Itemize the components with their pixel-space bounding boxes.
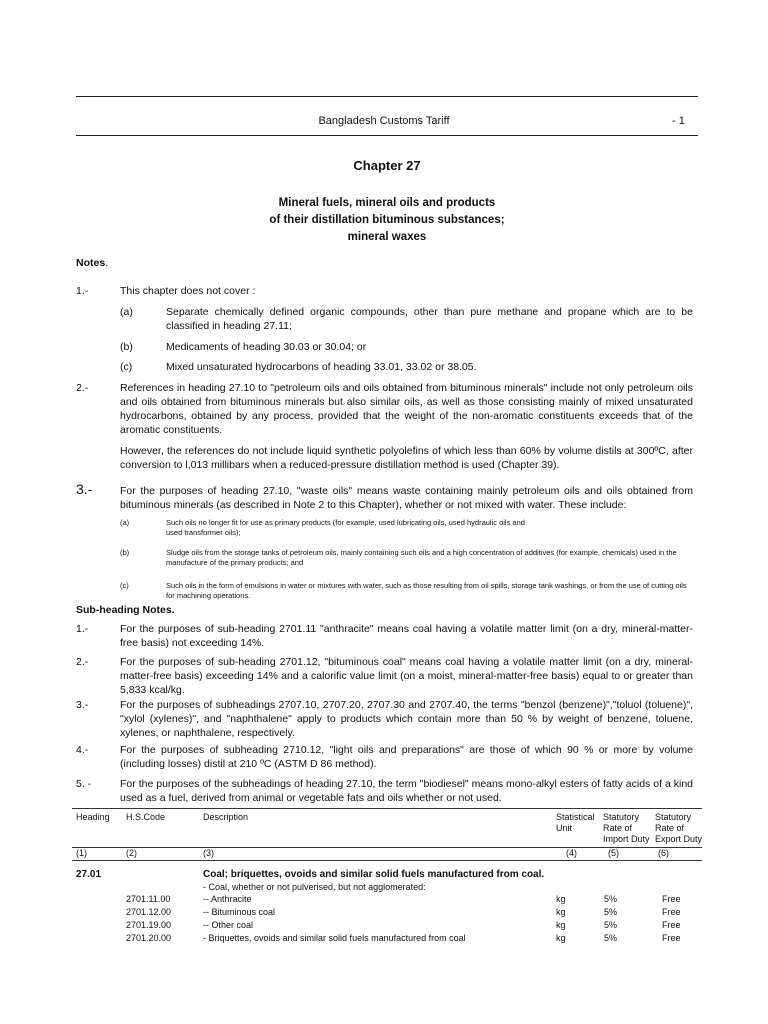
heading-code: 27.01 (76, 869, 102, 880)
note-3-number: 3.- (76, 481, 93, 497)
notes-heading-suffix: . (105, 257, 109, 269)
column-number: (2) (126, 848, 137, 858)
table-column-number-rule (72, 860, 702, 861)
note-3-text: For the purposes of heading 27.10, "waste oils" means waste containing mainly petroleum oils and oils obtained from bituminous minerals (as described in Note 2 to this Chapter), whether or not mixed with water. These include: (120, 485, 693, 511)
table-header-line: Unit (556, 823, 573, 833)
subheading-note-text: For the purposes of the subheadings of heading 27.10, the term "biodiesel" means mono-alkyl esters of fatty acids of a kind used as a fuel, derived from animal or vegetable fats and oils whether or not used. (120, 778, 693, 804)
heading-description: Coal; briquettes, ovoids and similar solid fuels manufactured from coal. (203, 869, 545, 880)
note-2-text: References in heading 27.10 to "petroleum oils and oils obtained from bituminous minerals" include not only petroleum oils and oils obtained from bituminous minerals but also similar oils, as well as those consisting mainly of mixed unsaturated hydrocarbons, obtained by any process, provided that the weight of the non-aromatic constituents exceeds that of the aromatic constituents. (120, 382, 693, 436)
note-1-number: 1.- (76, 285, 89, 297)
statistical-unit: kg (556, 907, 566, 917)
header-top-rule (76, 96, 698, 97)
table-header-statistical-unit (556, 812, 595, 834)
chapter-title: Chapter 27 (353, 158, 421, 173)
export-duty: Free (662, 933, 681, 943)
note-1-text: This chapter does not cover : (120, 285, 256, 297)
statistical-unit: kg (556, 920, 566, 930)
subheading-note-number: 5. - (76, 778, 92, 790)
note-3a-label: (a) (120, 518, 130, 527)
subheading-note-number: 1.- (76, 623, 89, 635)
subheading-description: - Coal, whether or not pulverised, but not agglomerated: (203, 882, 426, 892)
note-1c-label: (c) (120, 361, 133, 373)
hs-code: 2701.12.00 (126, 907, 172, 917)
column-number: (3) (203, 848, 214, 858)
chapter-subtitle-line: Mineral fuels, mineral oils and products (278, 197, 496, 209)
table-header-heading: Heading (76, 812, 110, 822)
note-3b-text: Sludge oils from the storage tanks of petroleum oils, mainly containing such oils and a high concentration of additives (for example, chemicals) used in the manufacture of the primary products; and (166, 548, 677, 567)
table-header-line: Import Duty (603, 834, 650, 844)
notes-heading-label: Notes (76, 257, 106, 269)
note-3c-label: (c) (120, 581, 129, 590)
subheading-note-text: For the purposes of subheading 2710.12, "light oils and preparations" are those of which 90 % or more by volume (including losses) distil at 210 ºC (ASTM D 86 method). (120, 744, 693, 770)
chapter-subtitle-line: of their distillation bituminous substances; (269, 214, 505, 226)
export-duty: Free (662, 907, 681, 917)
note-1c-text: Mixed unsaturated hydrocarbons of heading 33.01, 33.02 or 38.05. (166, 361, 477, 373)
note-2-text-continued: However, the references do not include liquid synthetic polyolefins of which less than 60% by volume distils at 300ºC, after conversion to l,013 millibars when a reduced-pressure distillation method is used (Chapter 39). (120, 445, 693, 471)
table-header-line: Statistical (556, 812, 595, 822)
row-description: - Briquettes, ovoids and similar solid fuels manufactured from coal (203, 933, 466, 943)
chapter-subtitle (76, 195, 698, 246)
column-number: (1) (76, 848, 87, 858)
subheading-note-number: 3.- (76, 699, 89, 711)
import-duty: 5% (604, 907, 618, 917)
note-1a-text: Separate chemically defined organic compounds, other than pure methane and propane which are to be classified in heading 27.11; (166, 306, 693, 332)
table-header-line: Rate of (603, 823, 633, 833)
table-header-line: Export Duty (655, 834, 703, 844)
table-header-export-duty (655, 812, 702, 845)
export-duty: Free (662, 920, 681, 930)
column-number: (4) (566, 848, 577, 858)
table-header-line: Statutory (603, 812, 640, 822)
table-top-rule (72, 808, 702, 809)
column-number: (5) (608, 848, 619, 858)
row-description: -- Bituminous coal (203, 907, 276, 917)
import-duty: 5% (604, 894, 618, 904)
table-header-hs-code: H.S.Code (126, 812, 166, 822)
hs-code: 2701.20.00 (126, 933, 172, 943)
notes-heading (76, 256, 108, 270)
hs-code: 2701.11.00 (126, 894, 171, 904)
subheading-note-number: 2.- (76, 656, 89, 668)
column-number: (6) (658, 848, 669, 858)
table-header-description: Description (203, 812, 249, 822)
running-header-title: Bangladesh Customs Tariff (318, 115, 450, 127)
table-header-line: Statutory (655, 812, 692, 822)
page-number: - 1 (672, 115, 685, 127)
note-3c-text: Such oils in the form of emulsions in water or mixtures with water, such as those resulting from oil spills, storage tank washings, or from the use of cutting oils for machining operations. (166, 581, 687, 600)
import-duty: 5% (604, 920, 618, 930)
subheading-note-text: For the purposes of sub-heading 2701.11 "anthracite" means coal having a volatile matter limit (on a dry, mineral-matter-free basis) not exceeding 14%. (120, 623, 693, 649)
export-duty: Free (662, 894, 681, 904)
subheading-note-text: For the purposes of sub-heading 2701.12, "bituminous coal" means coal having a volatile matter limit (on a dry, mineral-matter-free basis) exceeding 14% and a calorific value limit (on a moist, mineral-matter-free basis) equal to or greater than 5,833 kcal/kg. (120, 656, 693, 696)
note-1a-label: (a) (120, 306, 133, 318)
hs-code: 2701.19.00 (126, 920, 172, 930)
import-duty: 5% (604, 933, 618, 943)
subheading-note-number: 4.- (76, 744, 89, 756)
note-2-number: 2.- (76, 382, 89, 394)
row-description: -- Anthracite (203, 894, 252, 904)
subheading-note-text: For the purposes of subheadings 2707.10, 2707.20, 2707.30 and 2707.40, the terms "benzol (benzene)","toluol (toluene)", "xylol (xylenes)", and "naphthalene" apply to products which contain more than 50 % by weight of benzene, toluene, xylenes, or naphthalene, respectively. (120, 699, 693, 739)
chapter-subtitle-line: mineral waxes (347, 231, 427, 243)
subheading-notes-heading: Sub-heading Notes. (76, 604, 175, 616)
note-1b-label: (b) (120, 341, 133, 353)
note-1b-text: Medicaments of heading 30.03 or 30.04; or (166, 341, 367, 353)
statistical-unit: kg (556, 933, 566, 943)
row-description: -- Other coal (203, 920, 254, 930)
note-3b-label: (b) (120, 548, 130, 557)
note-3a-text: Such oils no longer fit for use as primary products (for example, used lubricating oils, used hydraulic oils and used transformer oils); (166, 518, 525, 537)
table-header-line: Rate of (655, 823, 685, 833)
header-bottom-rule (76, 135, 698, 136)
table-header-import-duty (603, 812, 650, 845)
statistical-unit: kg (556, 894, 566, 904)
